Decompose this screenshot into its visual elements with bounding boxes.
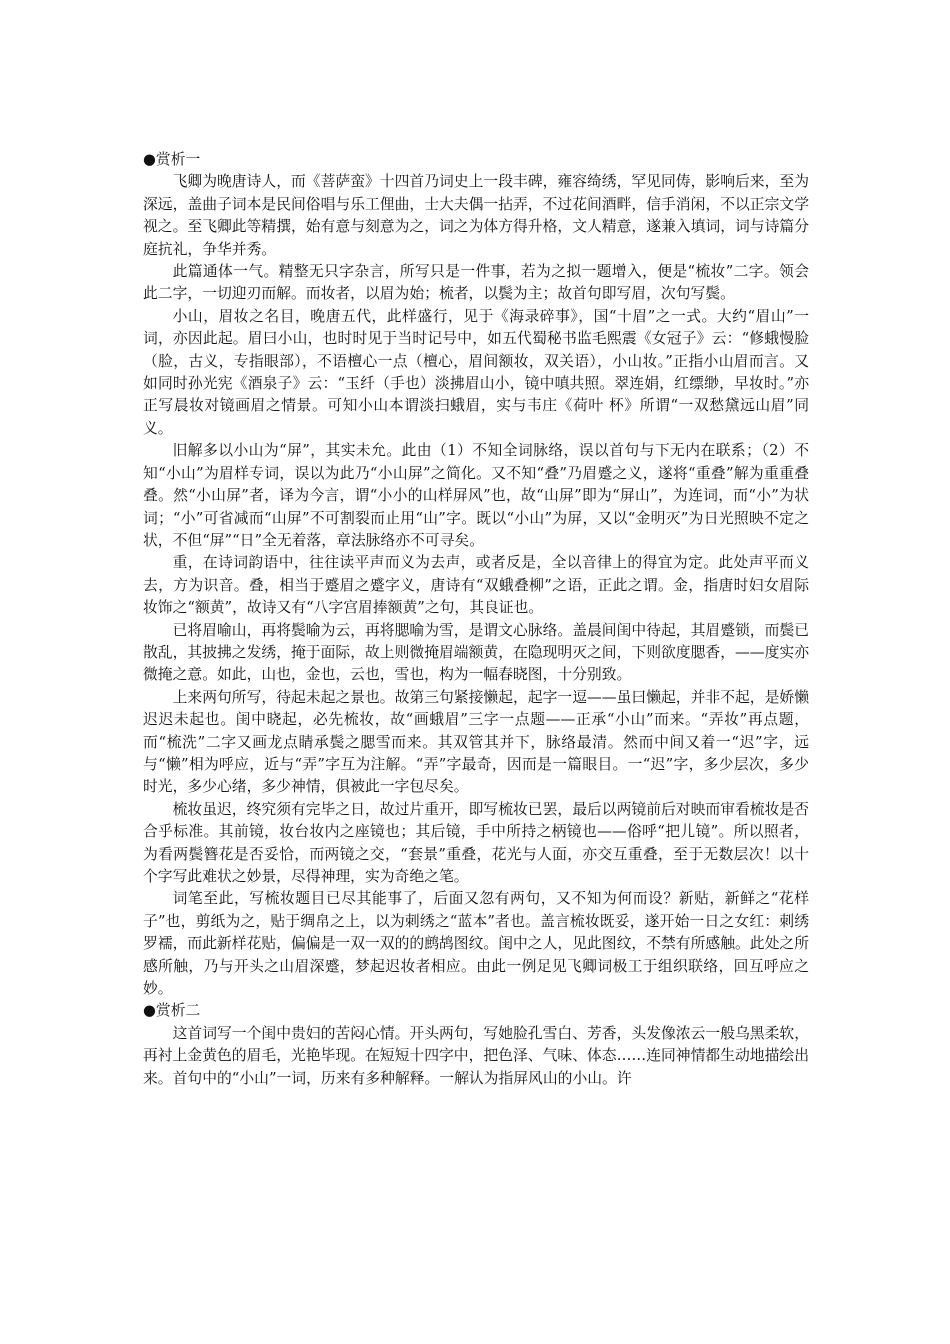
paragraph: 梳妆虽迟，终究须有完毕之日，故过片重开，即写梳妆已罢，最后以两镜前后对映而审看梳妆是否合乎标准。其前镜，妆台妆内之座镜也；其后镜，手中所持之柄镜也——俗呼“把儿镜”。所以照者，为看两鬓簪花是否妥恰，而两镜之交，“套景”重叠，花光与人面，亦交互重叠，至于无数层次！以十个字写此难状之妙景，尽得神理，实为奇绝之笔。 xyxy=(143,800,809,885)
section-heading-2: ●赏析二 xyxy=(143,1002,201,1020)
paragraph: 小山，眉妆之名目，晚唐五代，此样盛行，见于《海录碎事》，国“十眉”之一式。大约“眉山”一词，亦因此起。眉曰小山，也时时见于当时记号中，如五代蜀秘书监毛熙震《女冠子》云：“修蛾慢脸（脸，古义，专指眼部），不语檀心一点（檀心，眉间额妆，双关语），小山妆。”正指小山眉而言。又如同时孙光宪《酒泉子》云：“玉纤（手也）淡拂眉山小，镜中嗔共照。翠连娟，红缥缈，早妆时。”亦正写晨妆对镜画眉之情景。可知小山本谓淡扫蛾眉，实与韦庄《荷叶 杯》所谓“一双愁黛远山眉”同义。 xyxy=(143,307,809,437)
paragraph: 此篇通体一气。精整无只字杂言，所写只是一件事，若为之拟一题增入，便是“梳妆”二字。领会此二字，一切迎刃而解。而妆者，以眉为始；梳者，以鬓为主；故首句即写眉，次句写鬓。 xyxy=(143,263,809,303)
paragraph: 重，在诗词韵语中，往往读平声而义为去声，或者反是，全以音律上的得宜为定。此处声平而义去，方为识音。叠，相当于蹙眉之蹙字义，唐诗有“双蛾叠柳”之语，正此之谓。金，指唐时妇女眉际妆饰之“额黄”，故诗又有“八字宫眉捧额黄”之句，其良证也。 xyxy=(143,554,809,617)
paragraph: 词笔至此，写梳妆题目已尽其能事了，后面又忽有两句，又不知为何而设？新贴，新鲜之“花样子”也，剪纸为之，贴于绸帛之上，以为刺绣之“蓝本”者也。盖言梳妆既妥，遂开始一日之女红：刺绣罗襦，而此新样花贴，偏偏是一双一双的的鹧鸪图纹。闺中之人，见此图纹，不禁有所感触。此处之所感所触，乃与开头之山眉深蹙，梦起迟妆者相应。由此一例足见飞卿词极工于组织联络，回互呼应之妙。 xyxy=(143,890,809,998)
paragraph: 上来两句所写，待起未起之景也。故第三句紧接懒起，起字一逗——虽曰懒起，并非不起，是娇懒迟迟未起也。闺中晓起，必先梳妆，故“画蛾眉”三字一点题——正承“小山”而来。“弄妆”再点题，而“梳洗”二字又画龙点睛承鬓之腮雪而来。其双管其并下，脉络最清。然而中间又着一“迟”字，远与“懒”相为呼应，近与“弄”字互为注解。“弄”字最奇，因而是一篇眼目。一“迟”字，多少层次，多少时光，多少心绪，多少神情，俱被此一字包尽矣。 xyxy=(143,688,809,796)
document-body xyxy=(143,149,809,1090)
paragraph: 这首词写一个闺中贵妇的苦闷心情。开头两句，写她脸孔雪白、芳香，头发像浓云一般乌黑柔软，再衬上金黄色的眉毛，光艳毕现。在短短十四字中，把色泽、气味、体态……连同神情都生动地描绘出来。首句中的“小山”一词，历来有多种解释。一解认为指屏风山的小山。许 xyxy=(143,1024,809,1087)
section-heading-1: ●赏析一 xyxy=(143,151,201,168)
paragraph: 旧解多以小山为“屏”，其实未允。此由（1）不知全词脉络，误以首句与下无内在联系；（2）不知“小山”为眉样专词，误以为此乃“小山屏”之简化。又不知“叠”乃眉蹙之义，遂将“重叠”解为重重叠叠。然“小山屏”者，译为今言，谓“小小的山样屏风”也，故“山屏”即为“屏山”，为连词，而“小”为状词；“小”可省减而“山屏”不可割裂而止用“山”字。既以“小山”为屏，又以“金明灭”为日光照映不定之状，不但“屏”“日”全无着落，章法脉络亦不可寻矣。 xyxy=(143,442,809,549)
paragraph: 已将眉喻山，再将鬓喻为云，再将腮喻为雪，是谓文心脉络。盖晨间闺中待起，其眉蹙锁，而鬓已散乱，其披拂之发绣，掩于面际，故上则微掩眉端额黄，在隐现明灭之间，下则欲度腮香，——度实亦微掩之意。如此，山也，金也，云也，雪也，构为一幅春晓图，十分别致。 xyxy=(143,621,809,684)
paragraph: 飞卿为晚唐诗人，而《菩萨蛮》十四首乃词史上一段丰碑，雍容绮绣，罕见同俦，影响后来，至为深远，盖曲子词本是民间俗唱与乐工俚曲，士大夫偶一拈弄，不过花间酒畔，信手消闲，不以正宗文学视之。至飞卿此等精撰，始有意与刻意为之，词之为体方得升格，文人精意，遂兼入填词，词与诗篇分庭抗礼，争华并秀。 xyxy=(143,173,809,258)
